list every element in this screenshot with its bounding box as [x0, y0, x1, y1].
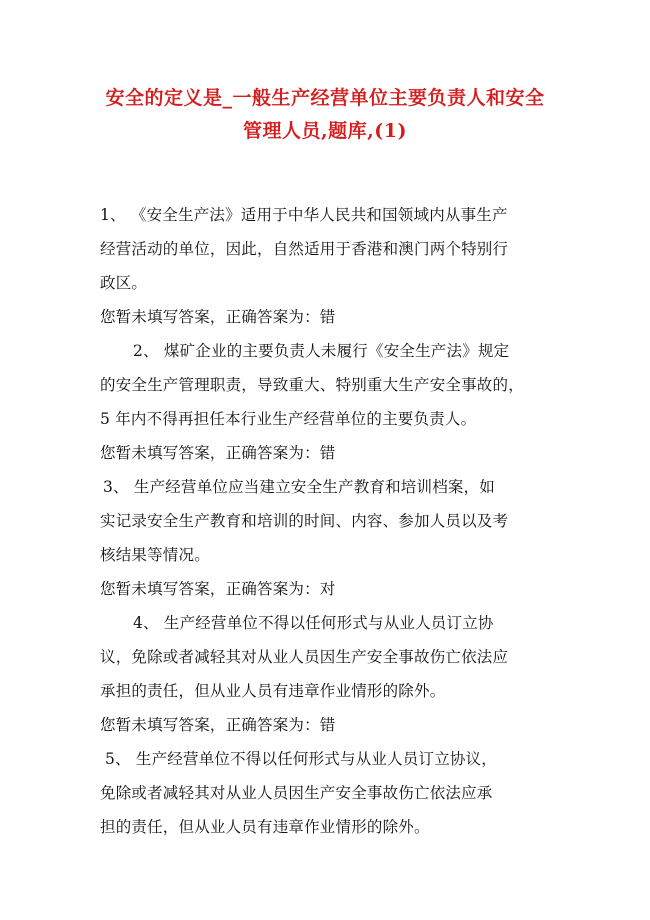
document-title [60, 82, 590, 148]
answer-line: 您暂未填写答案，正确答案为：错 [100, 308, 336, 326]
title-line-2: 管理人员,题库,(1) [243, 120, 407, 142]
question-list [100, 198, 560, 844]
question-text-line: 承担的责任，但从业人员有违章作业情形的除外。 [100, 682, 446, 700]
question-item [100, 334, 560, 470]
answer-line: 您暂未填写答案，正确答案为：对 [100, 580, 336, 598]
question-text-line: 核结果等情况。 [100, 546, 210, 564]
answer-line: 您暂未填写答案，正确答案为：错 [100, 444, 336, 462]
question-item [100, 742, 560, 844]
question-text-line: 实记录安全生产教育和培训的时间、内容、参加人员以及考 [100, 512, 509, 530]
question-text-line: 5 年内不得再担任本行业生产经营单位的主要负责人。 [100, 410, 477, 428]
question-text-line: 免除或者减轻其对从业人员因生产安全事故伤亡依法应承 [100, 784, 493, 802]
question-text-line: 1、 《安全生产法》适用于中华人民共和国领域内从事生产 [100, 206, 508, 224]
question-item [100, 470, 560, 606]
question-text-line: 政区。 [100, 274, 148, 292]
question-text-line: 3、 生产经营单位应当建立安全生产教育和培训档案，如 [103, 478, 495, 496]
answer-line: 您暂未填写答案，正确答案为：错 [100, 716, 336, 734]
title-line-1: 安全的定义是_一般生产经营单位主要负责人和安全 [105, 87, 545, 109]
question-text-line: 2、 煤矿企业的主要负责人未履行《安全生产法》规定 [133, 342, 510, 360]
question-item [100, 198, 560, 334]
question-item [100, 606, 560, 742]
question-text-line: 议，免除或者减轻其对从业人员因生产安全事故伤亡依法应 [100, 648, 509, 666]
question-text-line: 的安全生产管理职责，导致重大、特别重大生产安全事故的， [100, 376, 524, 394]
question-text-line: 5、 生产经营单位不得以任何形式与从业人员订立协议， [105, 750, 497, 768]
question-text-line: 经营活动的单位，因此，自然适用于香港和澳门两个特别行 [100, 240, 509, 258]
question-text-line: 担的责任，但从业人员有违章作业情形的除外。 [100, 818, 430, 836]
question-text-line: 4、 生产经营单位不得以任何形式与从业人员订立协 [133, 614, 494, 632]
